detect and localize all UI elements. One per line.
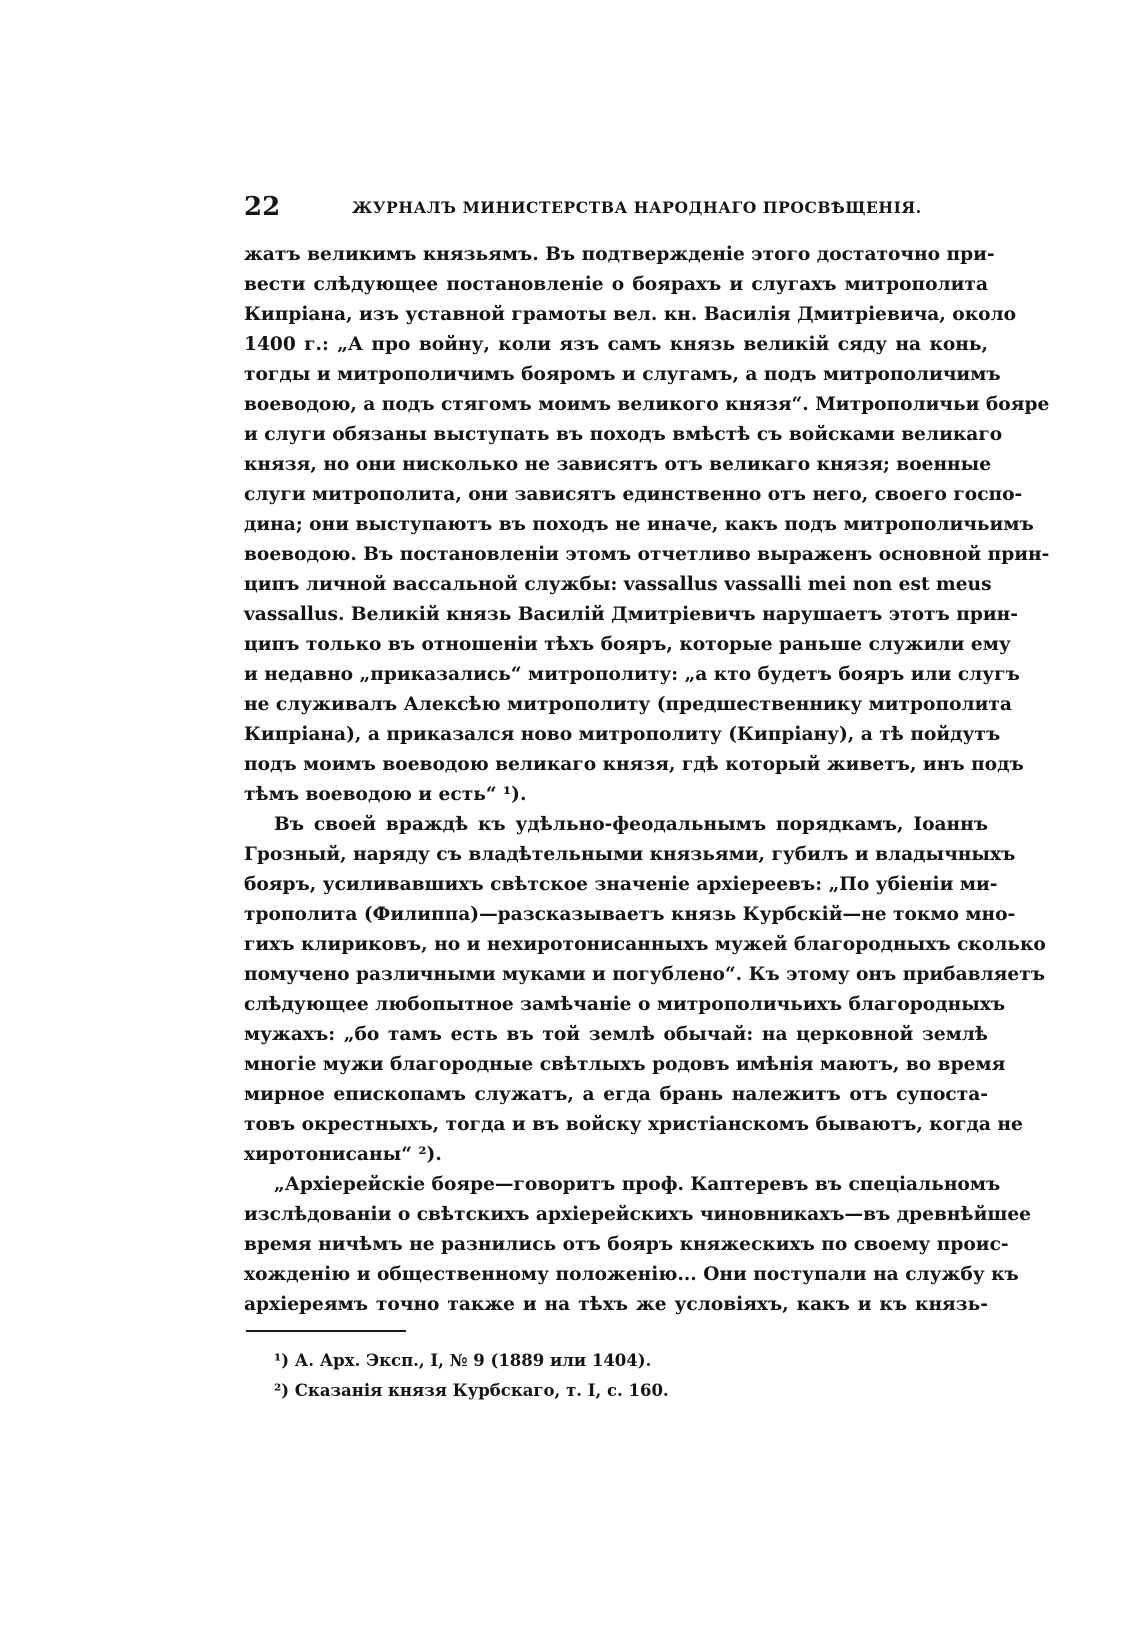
page-number: 22 xyxy=(244,192,281,222)
text-line: бояръ, усиливавшихъ свѣтское значеніе архіереевъ: „По убіеніи ми- xyxy=(244,874,998,895)
text-line: ципъ личной вассальной службы: vassallus vassalli mei non est meus xyxy=(244,574,992,595)
text-line: дина; они выступаютъ въ походъ не иначе, какъ подъ митрополичьимъ xyxy=(244,514,1034,535)
text-line-paragraph-start: „Архіерейскіе бояре—говоритъ проф. Каптеревъ въ спеціальномъ xyxy=(274,1174,1001,1195)
text-line: и недавно „приказались“ митрополиту: „а кто будетъ бояръ или слугъ xyxy=(244,664,1020,685)
running-title: ЖУРНАЛЪ МИНИСТЕРСТВА НАРОДНАГО ПРОСВѢЩЕНІЯ. xyxy=(352,198,922,217)
text-line: трополита (Филиппа)—разсказываетъ князь Курбскій—не токмо мно- xyxy=(244,904,1016,925)
text-line: 1400 г.: „А про войну, коли язъ самъ князь великій сяду на конь, xyxy=(244,334,988,355)
footnotes xyxy=(274,1346,874,1406)
text-line: вести слѣдующее постановленіе о боярахъ и слугахъ митрополита xyxy=(244,274,988,295)
text-line-paragraph-end: тѣмъ воеводою и есть“ ¹). xyxy=(244,784,527,805)
text-line: мирное епископамъ служатъ, а егда брань належитъ отъ супоста- xyxy=(244,1084,988,1105)
text-line-paragraph-end: хиротонисаны“ ²). xyxy=(244,1144,442,1165)
text-line: гихъ клириковъ, но и нехиротонисанныхъ мужей благородныхъ сколько xyxy=(244,934,1046,955)
text-line: хожденію и общественному положенію... Они поступали на службу къ xyxy=(244,1264,1019,1285)
footnote-2: ²) Сказанія князя Курбскаго, т. I, с. 160. xyxy=(274,1381,669,1400)
text-line: Грозный, наряду съ владѣтельными князьями, губилъ и владычныхъ xyxy=(244,844,1016,865)
text-line: воеводою, а подъ стягомъ моимъ великого князя“. Митрополичьи бояре xyxy=(244,394,1050,415)
text-line: время ничѣмъ не разнились отъ бояръ княжескихъ по своему проис- xyxy=(244,1234,1009,1255)
text-line: vassallus. Великій князь Василій Дмитріевичъ нарушаетъ этотъ прин- xyxy=(244,604,1019,625)
text-line: слуги митрополита, они зависятъ единственно отъ него, своего госпо- xyxy=(244,484,1023,505)
text-line: помучено различными муками и погублено“. Къ этому онъ прибавляетъ xyxy=(244,964,1045,985)
text-line: слѣдующее любопытное замѣчаніе о митрополичьихъ благородныхъ xyxy=(244,994,1006,1015)
text-line: товъ окрестныхъ, тогда и въ войску христіанскомъ бываютъ, когда не xyxy=(244,1114,1023,1135)
text-line: архіереямъ точно также и на тѣхъ же условіяхъ, какъ и къ князь- xyxy=(244,1294,988,1315)
text-line: ципъ только въ отношеніи тѣхъ бояръ, которые раньше служили ему xyxy=(244,634,1011,655)
text-line: Кипріана), а приказался ново митрополиту (Кипріану), а тѣ пойдутъ xyxy=(244,724,1001,745)
footnote-divider xyxy=(246,1330,406,1332)
text-line: многіе мужи благородные свѣтлыхъ родовъ имѣнія маютъ, во время xyxy=(244,1054,1006,1075)
text-line: подъ моимъ воеводою великаго князя, гдѣ который живетъ, инъ подъ xyxy=(244,754,1024,775)
text-line: тогды и митрополичимъ бояромъ и слугамъ, а подъ митрополичимъ xyxy=(244,364,1001,385)
footnote-1: ¹) А. Арх. Эксп., I, № 9 (1889 или 1404). xyxy=(274,1351,652,1370)
text-line: мужахъ: „бо тамъ есть въ той землѣ обычай: на церковной землѣ xyxy=(244,1024,988,1045)
body-text xyxy=(244,240,1050,1320)
text-line: не служивалъ Алексѣю митрополиту (предшественнику митрополита xyxy=(244,694,1012,715)
text-line: и слуги обязаны выступать въ походъ вмѣстѣ съ войсками великаго xyxy=(244,424,1003,445)
text-line: Кипріана, изъ уставной грамоты вел. кн. Василія Дмитріевича, около xyxy=(244,304,1017,325)
text-line: изслѣдованіи о свѣтскихъ архіерейскихъ чиновникахъ—въ древнѣйшее xyxy=(244,1204,1032,1225)
page-header xyxy=(244,190,984,224)
text-line: князя, но они нисколько не зависятъ отъ великаго князя; военные xyxy=(244,454,992,475)
text-line-paragraph-start: Въ своей враждѣ къ удѣльно-феодальнымъ порядкамъ, Іоаннъ xyxy=(274,814,988,835)
text-line: воеводою. Въ постановленіи этомъ отчетливо выраженъ основной прин- xyxy=(244,544,1050,565)
text-line: жатъ великимъ князьямъ. Въ подтвержденіе этого достаточно при- xyxy=(244,244,995,265)
